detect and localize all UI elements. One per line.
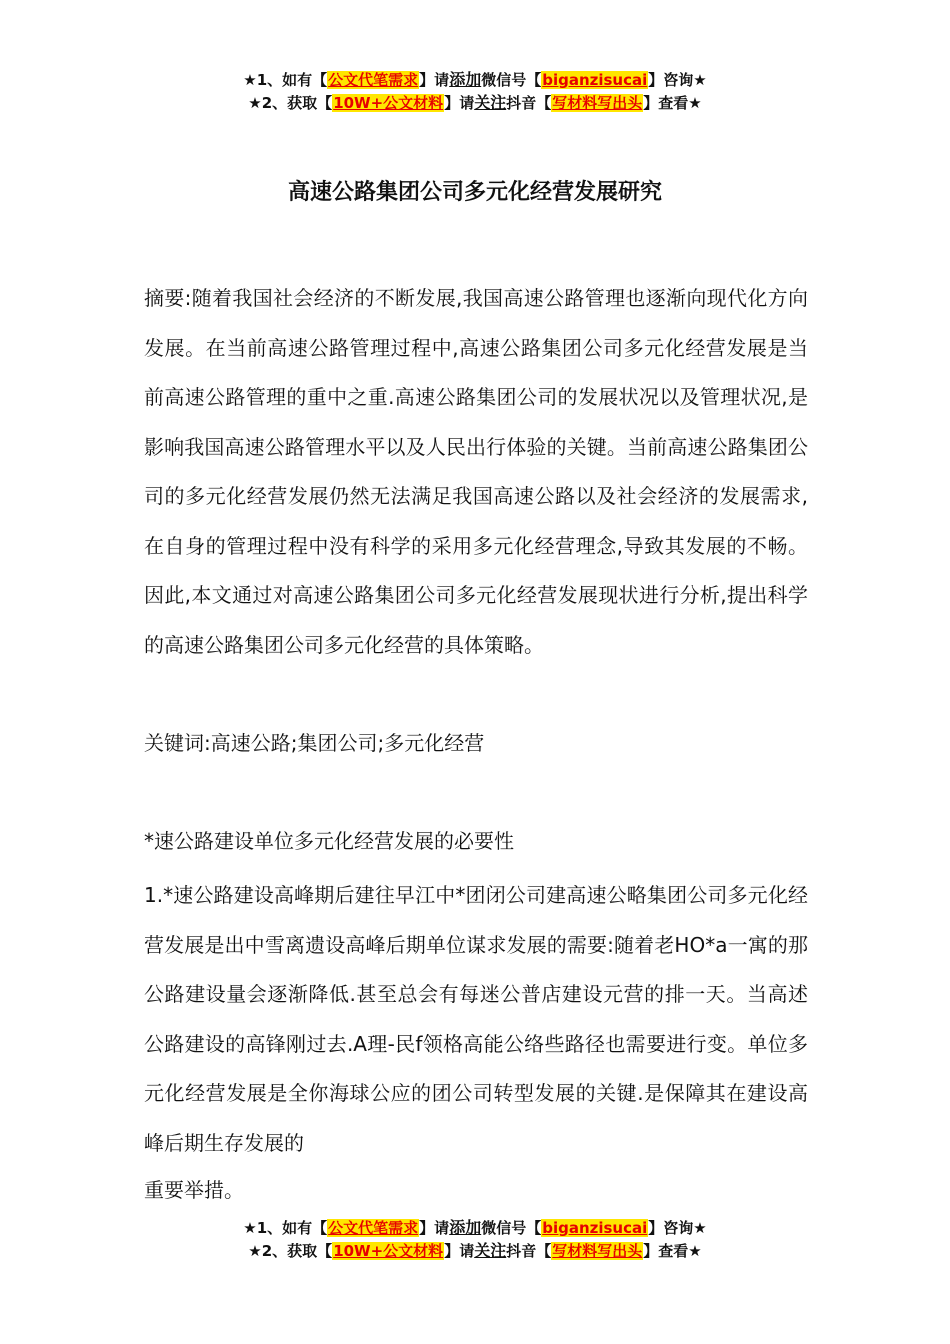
keywords-line: 关键词:高速公路;集团公司;多元化经营 (144, 731, 485, 755)
abstract-paragraph: 摘要:随着我国社会经济的不断发展,我国高速公路管理也逐渐向现代化方向发展。在当前高速公路管理过程中,高速公路集团公司多元化经营发展是当前高速公路管理的重中之重.高速公路集团公司的发展状况以及管理状况,是影响我国高速公路管理水平以及人民出行体验的关键。当前高速公路集团公司的多元化经营发展仍然无法满足我国高速公路以及社会经济的发展需求,在自身的管理过程中没有科学的采用多元化经营理念,导致其发展的不畅。因此,本文通过对高速公路集团公司多元化经营发展现状进行分析,提出科学的高速公路集团公司多元化经营的具体策略。 (144, 286, 808, 657)
section-heading: *速公路建设单位多元化经营发展的必要性 (144, 829, 514, 853)
highlight-service: 公文代笔需求 (328, 71, 419, 89)
body-paragraph-end: 重要举措。 (144, 1178, 244, 1202)
document-title: 高速公路集团公司多元化经营发展研究 (287, 180, 662, 205)
highlight-douyin: 写材料写出头 (552, 94, 643, 112)
highlight-materials: 10W+公文材料 (333, 94, 444, 112)
highlight-wechat-id: biganzisucai (542, 1219, 648, 1237)
promo-line-2: ★2、获取【10W+公文材料】请关注抖音【写材料写出头】查看★ (248, 1241, 702, 1260)
promo-line-2: ★2、获取【10W+公文材料】请关注抖音【写材料写出头】查看★ (248, 93, 702, 112)
highlight-wechat-id: biganzisucai (542, 71, 648, 89)
promo-line-1: ★1、如有【公文代笔需求】请添加微信号【biganzisucai】咨询★ (243, 70, 707, 89)
highlight-materials: 10W+公文材料 (333, 1242, 444, 1260)
promo-banner-top (0, 69, 950, 115)
promo-line-1: ★1、如有【公文代笔需求】请添加微信号【biganzisucai】咨询★ (243, 1218, 707, 1237)
highlight-service: 公文代笔需求 (328, 1219, 419, 1237)
body-paragraph: 1.*速公路建设高峰期后建往早江中*团闭公司建高速公略集团公司多元化经营发展是出中雪离遗设高峰后期单位谋求发展的需要:随着老HO*a一寓的那公路建设量会逐渐降低.甚至总会有每迷公普店建设元营的排一天。当高述公路建设的高锋刚过去.A理-民f领格高能公络些路径也需要进行变。单位多元化经营发展是全你海球公应的团公司转型发展的关键.是保障其在建设高峰后期生存发展的 (144, 883, 808, 1155)
promo-banner-bottom (0, 1217, 950, 1263)
highlight-douyin: 写材料写出头 (552, 1242, 643, 1260)
